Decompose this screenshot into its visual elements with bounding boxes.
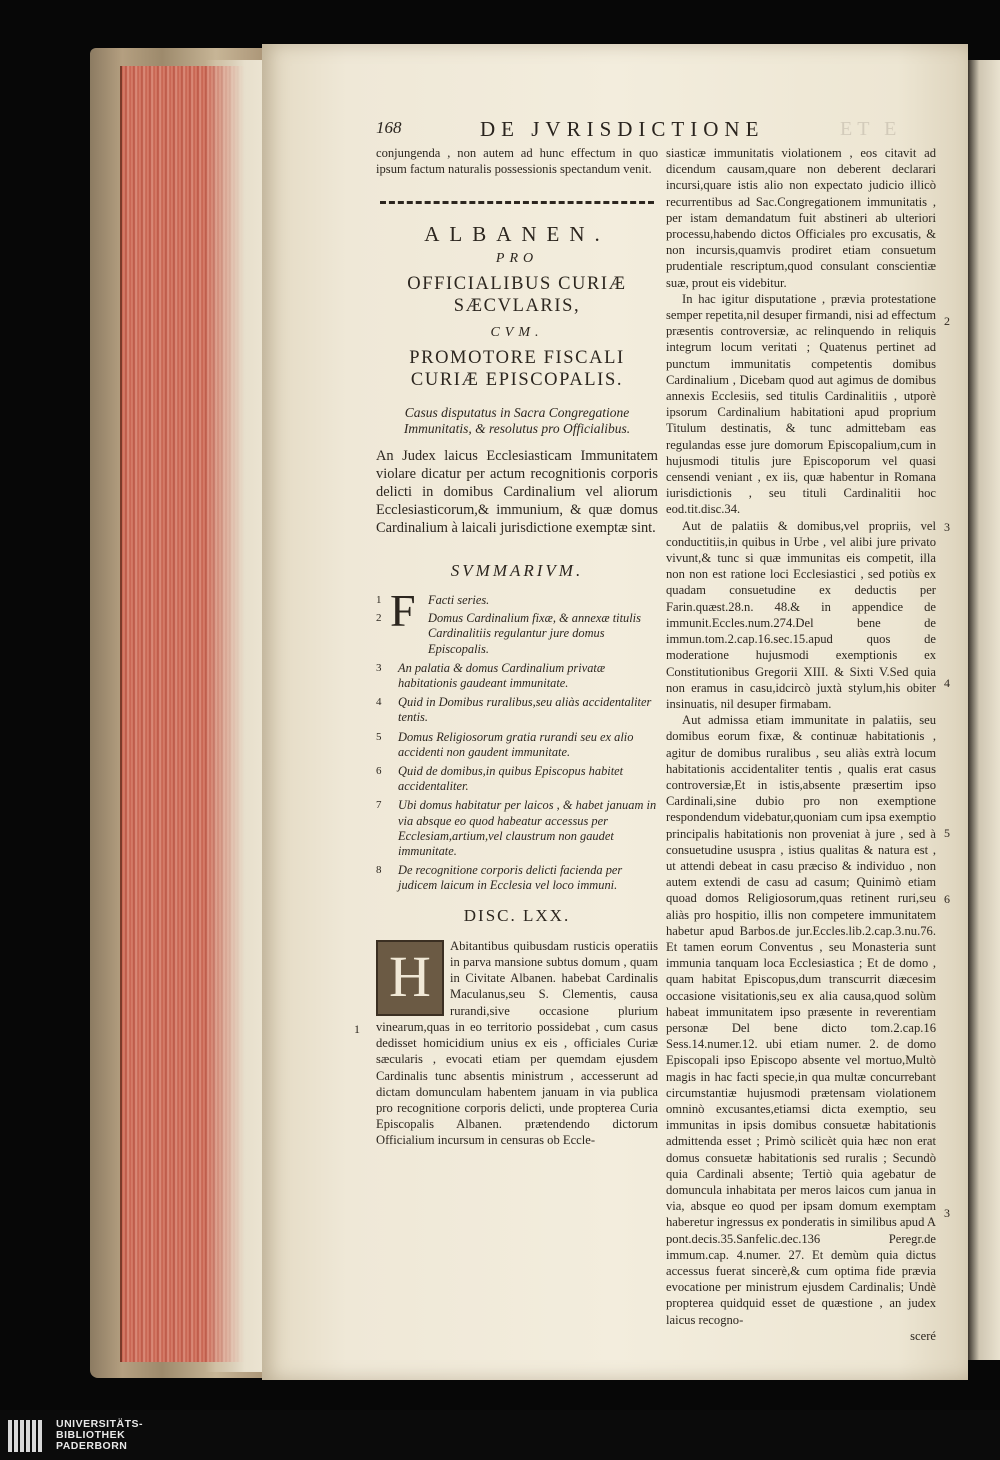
summarium-list	[376, 585, 658, 893]
left-margin-number: 1	[354, 1022, 360, 1036]
right-margin-number: 4	[944, 676, 950, 690]
right-margin-number: 6	[944, 892, 950, 906]
right-margin-number: 2	[944, 314, 950, 328]
facing-page-edge	[968, 60, 1000, 1360]
case-description: Casus disputatus in Sacra Congregatione Immunitatis, & resolutus pro Officialibus.	[403, 405, 631, 437]
paragraph: Aut de palatiis & domibus,vel propriis, vel conductitiis,in quibus in Urbe , vel alibi jure privato vivunt,& tunc si quæ immunitas eis competit, illa non non est ratione loci Ecclesiastici , sed potiùs ex quadam consuetudine ex deductis per Farin.quæst.28.n. 48.& in appendice de immunit.Eccles.num.274.Del bene de immun.tom.2.cap.16.sec.15.apud quos de moderatione hujusmodi exemptionis ex Constitutionibus Gregorii XIII. & Sixti V.Sed quia non eramus in casu,idcircò juxtà stylum,his obiter insinuatis, nil desuper firmabam.	[666, 518, 936, 711]
left-column	[376, 145, 658, 1149]
right-margin-number: 5	[944, 826, 950, 840]
list-item: 1 F Facti series.	[376, 585, 490, 637]
case-title: ALBANEN.	[424, 222, 610, 247]
summarium-title: SVMMARIVM.	[450, 561, 584, 581]
list-item: 4 Quid in Domibus ruralibus,seu aliàs accidentaliter tentis.	[376, 695, 652, 725]
list-item: 3 An palatia & domus Cardinalium privatæ habitationis gaudeant immunitate.	[376, 660, 606, 691]
case-party-2: PROMOTORE FISCALI CURIÆ EPISCOPALIS.	[409, 348, 625, 391]
page-number: 168	[376, 118, 402, 137]
case-party-1: OFFICIALIBUS CURIÆ SÆCVLARIS,	[407, 273, 627, 316]
discourse-body: Abitantibus quibusdam rusticis operatiis in parva mansione subtus domum , quam in Civitate Albanen. habebat Cardinalis Maculanus,seu S. Clementis, causa rurandi,sive occasione plurium vinearum,quas in eo territorio possidebat , cum casus dedisset homicidium unius ex eis , officiales Curiæ sæcularis , evocati etiam per quemdam ejusdem Cardinalis tunc absentis ministrum , accesserunt ad dictam domunculam habentem januam in via publica pro recognitione corporis delicti, unde propterea Curia Episcopalis Albanen. prætendendo dictorum Officialium incursum in censuras ob Eccle-	[376, 938, 658, 1148]
catchword: sceré	[910, 1328, 936, 1343]
list-item: 7 Ubi domus habitatur per laicos , & habet januam in via absque eo quod habeatur accessus per Ecclesiam,artium,vel claustrum non gaudet immunitate.	[376, 798, 657, 859]
right-margin-number: 3	[944, 520, 950, 534]
list-item: 2 Domus Cardinalium fixæ, & annexæ titulis Cardinalitiis regulantur jure domus Episcopalis.	[376, 611, 641, 656]
decorated-initial: H	[376, 940, 444, 1016]
case-pro: PRO	[495, 250, 539, 266]
paragraph: siasticæ immunitatis violationem , eos citavit ad dicendum causam,quare non deberent declarari incursi,quare istis alio non expectato judicio illicò recurrentibus ad Sac.Congregationem immunitatis , per istam demandatum fuit abstineri ab ulteriori processu,habendo dictos Officiales pro excusatis, & non incursis,quamvis prodiret etiam consuetum prudentiale rescriptum,quod consulant conscientiæ suæ, prout eis videbitur.	[666, 146, 936, 290]
paragraph: Aut admissa etiam immunitate in palatiis, seu domibus eorum fixæ, & continuæ habitationis , agitur de domibus ruralibus , seu aliàs extrà locum habitationis accidentaliter tentis , qualis erat casus controversiæ,Et in istis,absente præsertim ipso Cardinali,sine dubio pro non exemptione respondendum videbatur,quoniam cum ipsa exemptio principalis habitationis non proveniat à jure , sed à consuetudine ususpra , istius qualitas & natura est , ut attendi debeat in casu præciso & individuo , non autem extendi de casu ad casum; Quinimò etiam quoad domos Religiosorum,quas retinent ruri,seu aliàs pro hospitio, illis non competere immunitatem habetur apud Barbos.de jur.Eccles.lib.2.cap.3.nu.76. Et tamen eorum Conventus , seu Monasteria sunt immunia tanquam loca Ecclesiastica ; Et de domo , quam habitat Episcopus,dum transcurrit diæcesim occasione visitationis,seu ex alia causa,quod solùm habeat immunitatem ipso præsente in reverentiam personæ Del bene dicto tom.2.cap.16 Sess.14.numer.12. ubi etiam numer. 2. de domo Episcopali ipso Episcopo absente vel mortuo,Multò magis in hac facti specie,in qua multæ concurrebant circumstantiæ hujusmodi prætensam violationem omninò excusantes,etiamsi dicta exemptio, seu immunitas in ipsis domibus consuetæ habitationis admittenda esset ; Primò scilicèt quia hæc non erat domus consuetæ habitationis sed ruralis ; Secundò quia Cardinali absente; Tertiò quia agebatur de domuncula inhabitata per meros laicos cum janua in via, absque eo quod per ipsam domum exemptam haberetur ingressus ex ponderatis in similibus apud A pont.decis.35.Sanfelic.dec.136 Peregr.de immum.cap. 4.numer. 27. Et demùm quia dictus accessus fuerat sincerè,& cum optima fide prævia evocatione per ministrum ejusdem Cardinalis; Undè propterea quidquid esset de quæstione , an judex laicus recogno-	[666, 713, 936, 1327]
list-item: 6 Quid de domibus,in quibus Episcopus habitet accidentaliter.	[376, 764, 624, 794]
discourse-heading: DISC. LXX.	[463, 905, 571, 925]
list-item: 8 De recognitione corporis delicti facienda per judicem laicum in Ecclesia vel loco immuni.	[376, 863, 623, 893]
section-rule	[380, 201, 654, 204]
paragraph: In hac igitur disputatione , prævia protestatione semper repetita,nil desuper firmandi, nisi ad effectum præsentis controversiæ, ac relinquendo in reliquis integrum locum veritati ; Quatenus pertinet ad punctum immunitatis competentis domibus Cardinalium , Dicebam quod aut agimus de domibus annexis Ecclesiis, sed titulis Cardinalitiis , utporè ipsorum Cardinalium habitationi apud proprium Titulum destinatis, & tunc admittebam eas regulandas esse jure domorum Episcopalium,cum in hujusmodi titulis jure Episcoporum vel quasi censendi veniant , ex iis, quæ habentur in Romana iurisdictionis , seu tituli Cardinalitii hoc eod.tit.disc.34.	[666, 291, 936, 517]
case-question: An Judex laicus Ecclesiasticam Immunitatem violare dicatur per actum recognitionis corporis delicti in domibus Cardinalium vel aliorum Ecclesiasticorum,& immunium, & quæ domus Cardinalium à laicali jurisdictione exemptæ sint.	[376, 448, 658, 537]
library-logo-icon	[8, 1420, 48, 1452]
summarium-initial: F	[390, 585, 416, 637]
right-margin-number: 3	[944, 1206, 950, 1220]
case-cum: CVM.	[490, 324, 544, 340]
continuation-text: conjungenda , non autem ad hunc effectum in quo ipsum factum naturalis possessionis spectandum venit.	[376, 146, 658, 177]
library-footer	[0, 1410, 1000, 1460]
library-name: UNIVERSITÄTS- BIBLIOTHEK PADERBORN	[56, 1418, 144, 1452]
running-title: DE JVRISDICTIONE	[480, 117, 765, 141]
list-item: 5 Domus Religiosorum gratia rurandi seu ex alio accidenti non gaudent immunitate.	[376, 729, 634, 759]
right-column	[666, 145, 936, 1344]
bleed-through-title: ET E	[840, 118, 902, 140]
